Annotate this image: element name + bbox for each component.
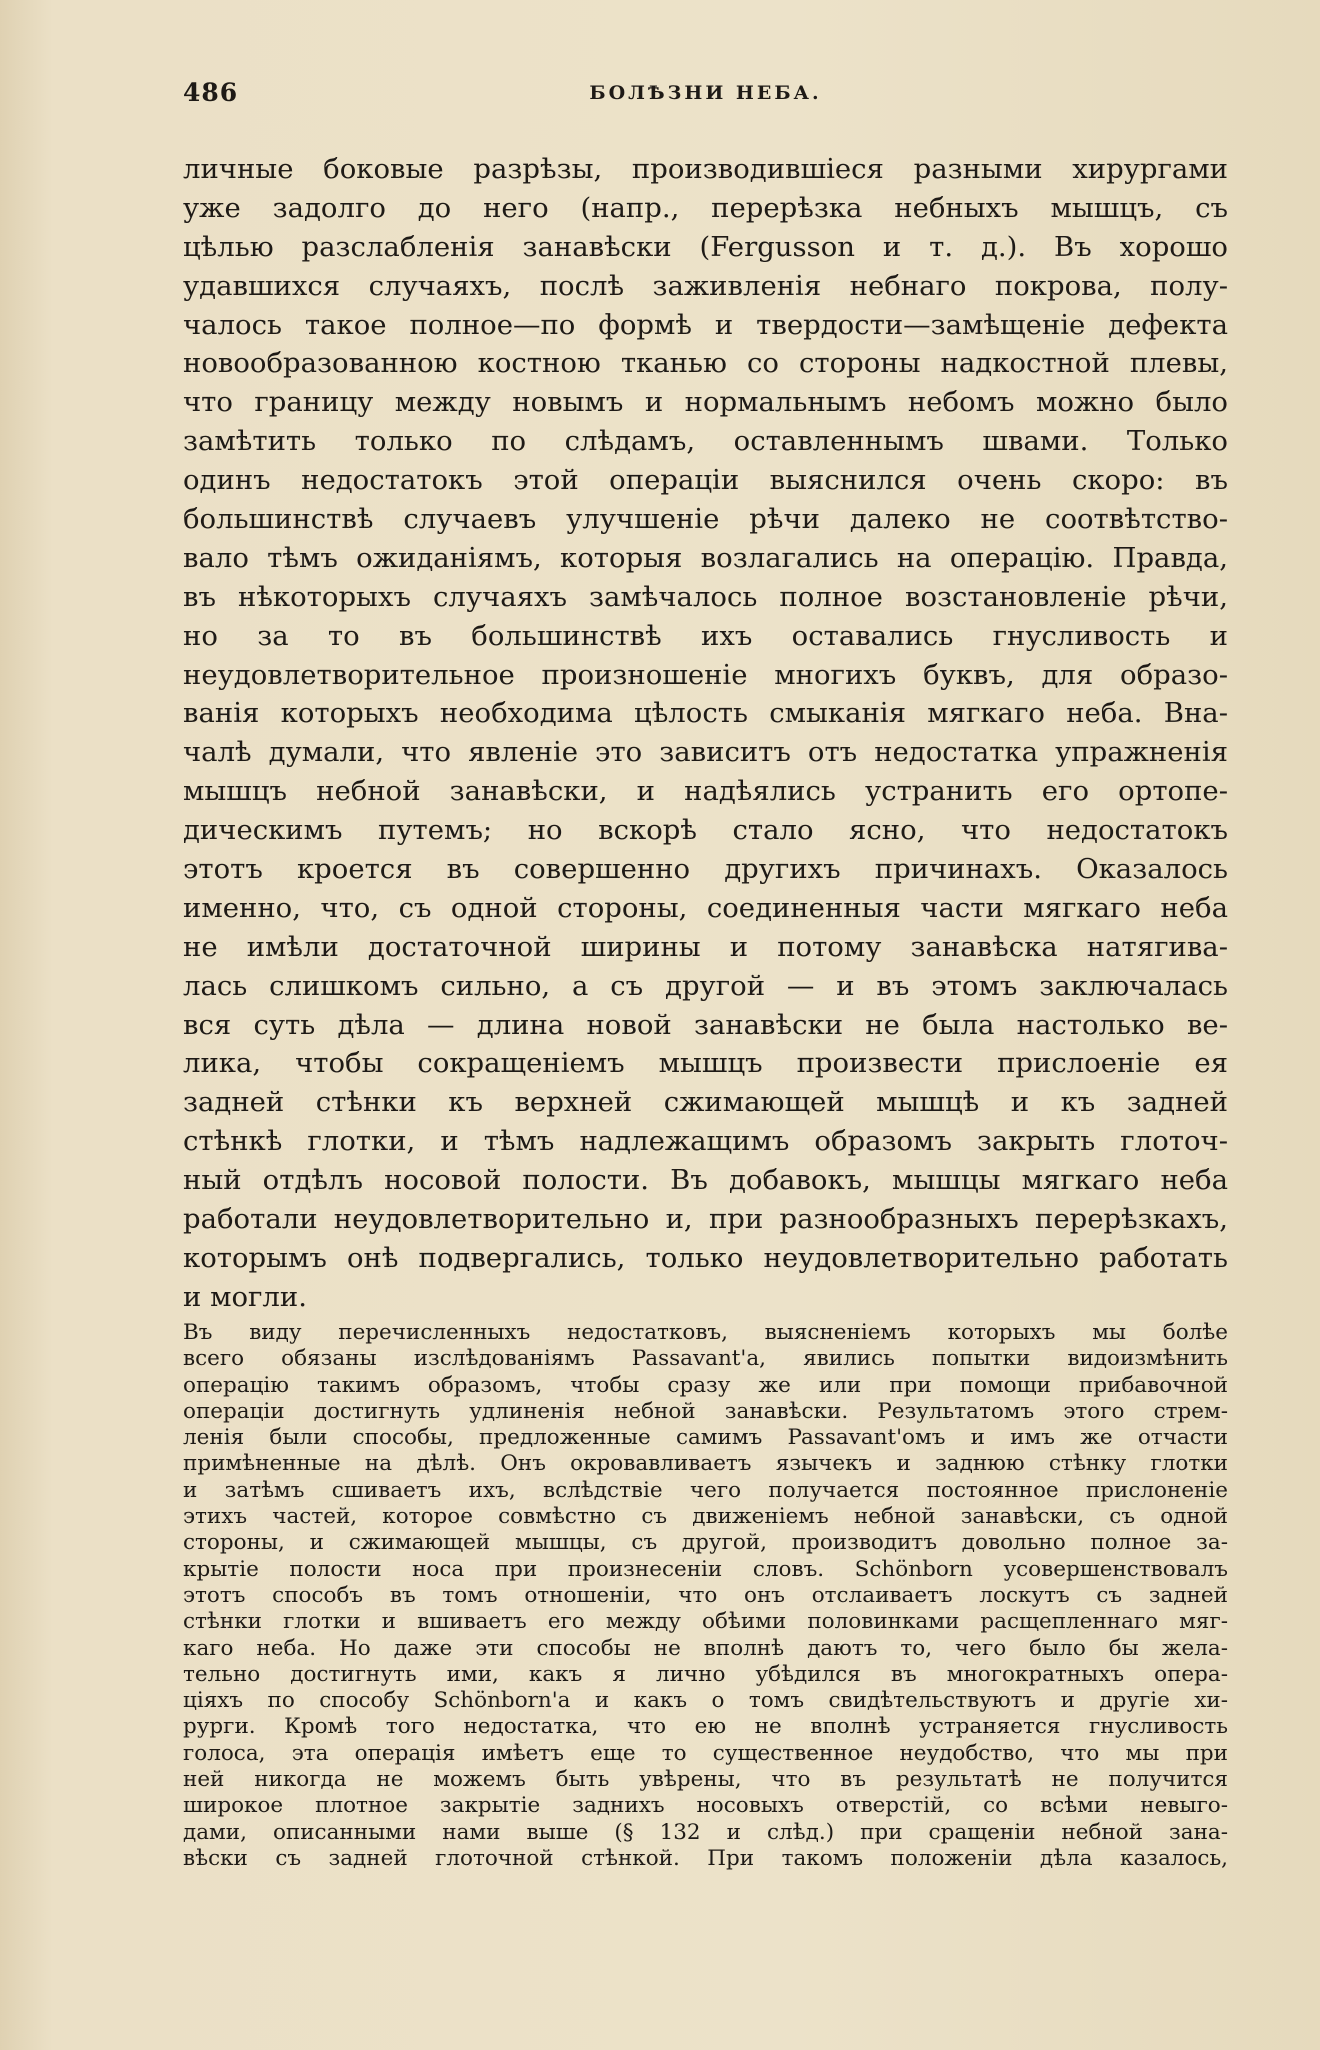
text-line: дическимъ путемъ; но вскорѣ стало ясно, что недостатокъ (183, 814, 1228, 847)
text-line: и затѣмъ сшиваетъ ихъ, вслѣдствіе чего получается постоянное прислоненіе (183, 1477, 1228, 1503)
text-line: новообразованною костною тканью со стороны надкостной плевы, (183, 347, 1228, 380)
text-line: ленія были способы, предложенные самимъ Passavant'омъ и имъ же отчасти (183, 1425, 1228, 1451)
text-line: уже задолго до него (напр., перерѣзка небныхъ мышцъ, съ (183, 191, 1228, 224)
text-line: именно, что, съ одной стороны, соединенныя части мягкаго неба (183, 891, 1228, 924)
running-title: БОЛѢЗНИ НЕБА. (589, 82, 822, 104)
text-line: но за то въ большинствѣ ихъ оставались гнусливость и (183, 619, 1228, 652)
text-line: этотъ способъ въ томъ отношеніи, что онъ отслаиваетъ лоскутъ съ задней (183, 1582, 1228, 1608)
text-line: задней стѣнки къ верхней сжимающей мышцѣ и къ задней (183, 1086, 1228, 1119)
text-line: вѣски съ задней глоточной стѣнкой. При такомъ положеніи дѣла казалось, (183, 1845, 1228, 1871)
text-line: личные боковые разрѣзы, производившіеся разными хирургами (183, 153, 1228, 185)
text-line: рурги. Кромѣ того недостатка, что ею не вполнѣ устраняется гнусливость (183, 1714, 1228, 1740)
text-line: Въ виду перечисленныхъ недостатковъ, выясненіемъ которыхъ мы болѣе (183, 1320, 1228, 1345)
text-line: замѣтить только по слѣдамъ, оставленнымъ швами. Только (183, 425, 1228, 458)
text-line: вся суть дѣла — длина новой занавѣски не была настолько ве- (183, 1008, 1228, 1041)
text-line: и могли. (183, 1280, 307, 1313)
page-number: 486 (183, 78, 239, 107)
text-line: вало тѣмъ ожиданіямъ, которыя возлагались на операцію. Правда, (183, 541, 1228, 574)
text-line: чалось такое полное—по формѣ и твердости—замѣщеніе дефекта (183, 308, 1228, 341)
text-line: каго неба. Но даже эти способы не вполнѣ даютъ то, чего было бы жела- (183, 1635, 1228, 1661)
text-line: ціяхъ по способу Schönborn'а и какъ о томъ свидѣтельствуютъ и другіе хи- (183, 1688, 1228, 1714)
text-line: тельно достигнуть ими, какъ я лично убѣдился въ многократныхъ опера- (183, 1661, 1228, 1687)
text-line: всего обязаны изслѣдованіямъ Passavant'а, явились попытки видоизмѣнить (183, 1346, 1228, 1372)
text-line: мышцъ небной занавѣски, и надѣялись устранить его ортопе- (183, 775, 1228, 808)
text-line: не имѣли достаточной ширины и потому занавѣска натягива- (183, 930, 1228, 963)
text-line: удавшихся случаяхъ, послѣ заживленія небнаго покрова, полу- (183, 269, 1228, 302)
text-line: стѣнкѣ глотки, и тѣмъ надлежащимъ образомъ закрыть глоточ- (183, 1125, 1228, 1158)
text-line: примѣненные на дѣлѣ. Онъ окровавливаетъ язычекъ и заднюю стѣнку глотки (183, 1451, 1228, 1477)
text-line: въ нѣкоторыхъ случаяхъ замѣчалось полное возстановленіе рѣчи, (183, 580, 1228, 613)
text-line: цѣлью разслабленія занавѣски (Fergusson и т. д.). Въ хорошо (183, 230, 1228, 263)
text-line: голоса, эта операція имѣетъ еще то существенное неудобство, что мы при (183, 1740, 1228, 1766)
text-line: ный отдѣлъ носовой полости. Въ добавокъ, мышцы мягкаго неба (183, 1164, 1228, 1197)
text-line: которымъ онѣ подвергались, только неудовлетворительно работать (183, 1241, 1228, 1274)
text-line: большинствѣ случаевъ улучшеніе рѣчи далеко не соотвѣтство- (183, 503, 1228, 536)
text-line: стѣнки глотки и вшиваетъ его между обѣими половинками расщепленнаго мяг- (183, 1609, 1228, 1635)
text-line: широкое плотное закрытіе заднихъ носовыхъ отверстій, со всѣми невыго- (183, 1793, 1228, 1819)
text-line: ней никогда не можемъ быть увѣрены, что въ результатѣ не получится (183, 1767, 1228, 1793)
text-line: этотъ кроется въ совершенно другихъ причинахъ. Оказалось (183, 853, 1228, 886)
text-line: стороны, и сжимающей мышцы, съ другой, производитъ довольно полное за- (183, 1530, 1228, 1556)
text-line: что границу между новымъ и нормальнымъ небомъ можно было (183, 386, 1228, 419)
text-line: операцію такимъ образомъ, чтобы сразу же или при помощи прибавочной (183, 1372, 1228, 1398)
text-line: крытіе полости носа при произнесеніи словъ. Schönborn усовершенствовалъ (183, 1556, 1228, 1582)
text-line: операціи достигнуть удлиненія небной занавѣски. Результатомъ этого стрем- (183, 1398, 1228, 1424)
main-paragraph (183, 150, 1228, 1317)
text-line: лика, чтобы сокращеніемъ мышцъ произвести прислоеніе ея (183, 1047, 1228, 1080)
text-line: одинъ недостатокъ этой операціи выяснился очень скоро: въ (183, 464, 1228, 497)
text-line: неудовлетворительное произношеніе многихъ буквъ, для образо- (183, 658, 1228, 691)
small-print-paragraph (183, 1320, 1228, 1872)
text-line: дами, описанными нами выше (§ 132 и слѣд.) при сращеніи небной зана- (183, 1819, 1228, 1845)
text-line: лась слишкомъ сильно, а съ другой — и въ этомъ заключалась (183, 969, 1228, 1002)
text-line: чалѣ думали, что явленіе это зависитъ отъ недостатка упражненія (183, 736, 1228, 769)
text-line: работали неудовлетворительно и, при разнообразныхъ перерѣзкахъ, (183, 1203, 1228, 1236)
text-line: этихъ частей, которое совмѣстно съ движеніемъ небной занавѣски, съ одной (183, 1504, 1228, 1530)
text-line: ванія которыхъ необходима цѣлость смыканія мягкаго неба. Вна- (183, 697, 1228, 730)
page-header (183, 78, 1228, 112)
